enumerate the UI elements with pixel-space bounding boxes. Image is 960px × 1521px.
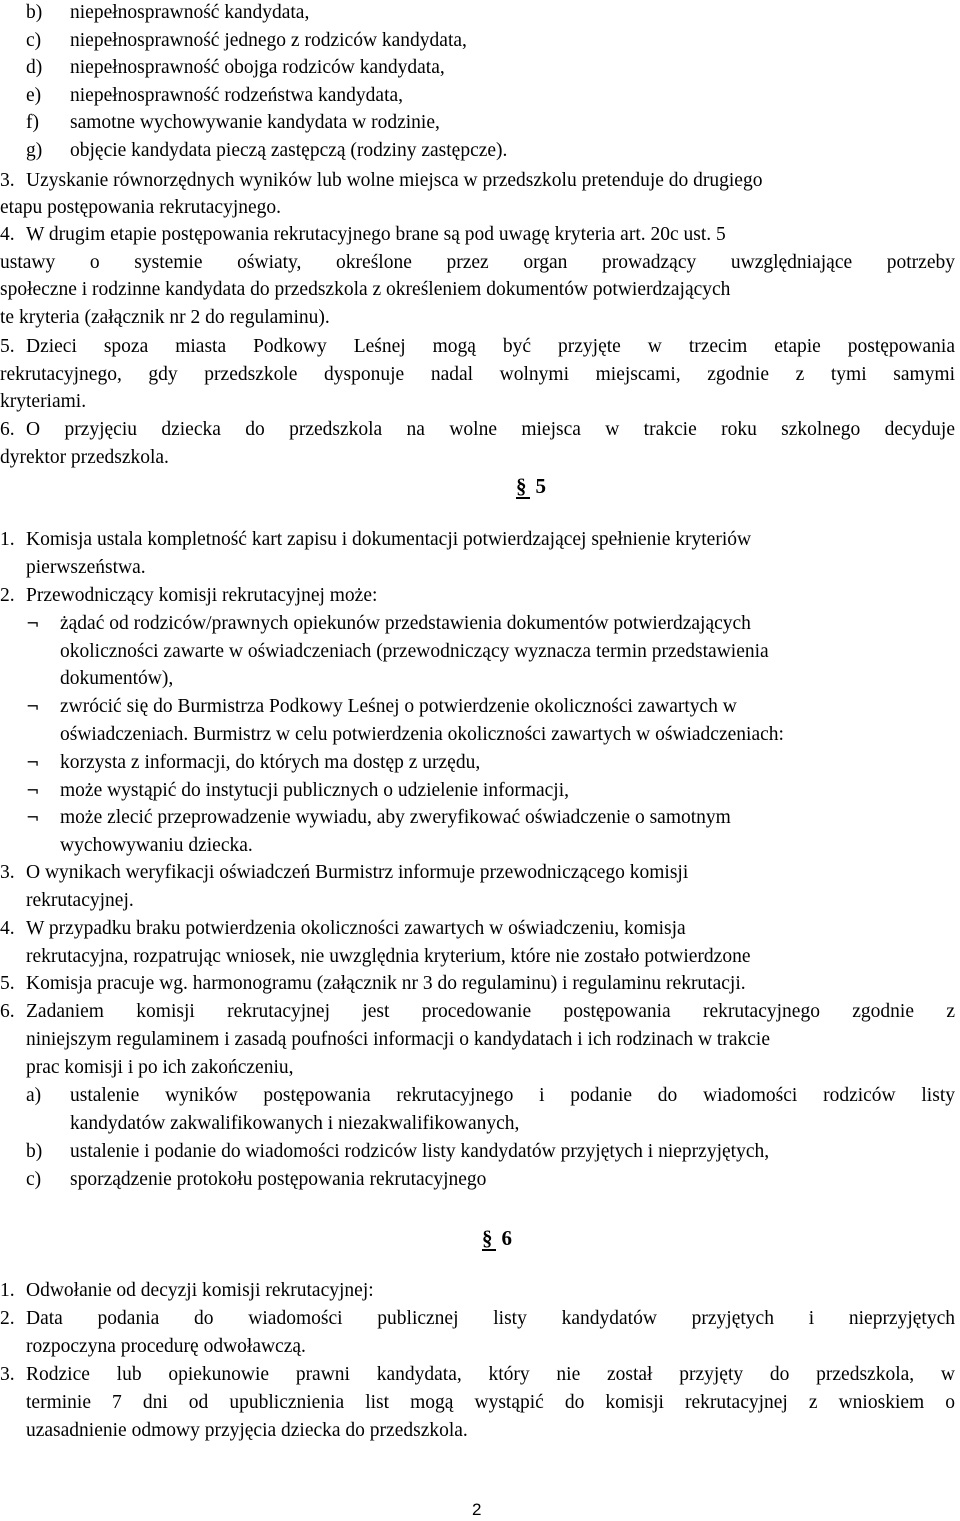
paragraph-text: pierwszeństwa. [26,557,146,578]
section-symbol: § [516,475,530,499]
paragraph-text: niniejszym regulaminem i zasadą poufności informacji o kandydatach i ich rodzinach w trakcie [26,1029,770,1050]
paragraph-text: te kryteria (załącznik nr 2 do regulaminu). [0,307,330,328]
paragraph-label: 5. [0,336,15,357]
page-number: 2 [472,1500,482,1519]
paragraph-text: Rodzice lub opiekunowie prawni kandydata, który nie został przyjęty do przedszkola, w [26,1364,955,1385]
list-label: b) [26,2,43,23]
section-number: 5 [535,474,546,498]
bullet-text: zwrócić się do Burmistrza Podkowy Leśnej o potwierdzenie okoliczności zawartych w [60,696,737,717]
paragraph-label: 1. [0,529,15,550]
bullet-text: oświadczeniach. Burmistrz w celu potwierdzenia okoliczności zawartych w oświadczeniach: [60,724,784,745]
paragraph-label: 3. [0,1364,15,1385]
paragraph-text: O przyjęciu dziecka do przedszkola na wolne miejsca w trakcie roku szkolnego decyduje [26,419,955,440]
bullet-text: żądać od rodziców/prawnych opiekunów przedstawienia dokumentów potwierdzających [60,613,751,634]
paragraph-label: 2. [0,585,15,606]
sub-label: c) [26,1169,42,1190]
paragraph-label: 6. [0,419,15,440]
list-text: objęcie kandydata pieczą zastępczą (rodziny zastępcze). [70,140,508,161]
paragraph-text: Dzieci spoza miasta Podkowy Leśnej mogą być przyjęte w trzecim etapie postępowania [26,336,955,357]
sub-text: sporządzenie protokołu postępowania rekrutacyjnego [70,1169,487,1190]
paragraph-text: Data podania do wiadomości publicznej listy kandydatów przyjętych i nieprzyjętych [26,1308,955,1329]
paragraph-text: kryteriami. [0,391,87,412]
list-text: niepełnosprawność rodzeństwa kandydata, [70,85,404,106]
bullet-marker: ¬ [26,781,40,800]
sub-label: b) [26,1141,43,1162]
list-text: samotne wychowywanie kandydata w rodzinie, [70,112,440,133]
paragraph-text: Zadaniem komisji rekrutacyjnej jest procedowanie postępowania rekrutacyjnego zgodnie z [26,1001,955,1022]
bullet-text: okoliczności zawarte w oświadczeniach (przewodniczący wyznacza termin przedstawienia [60,641,769,662]
bullet-marker: ¬ [26,614,40,633]
paragraph-label: 3. [0,170,15,191]
section-number: 6 [501,1226,512,1250]
bullet-text: dokumentów), [60,668,174,689]
paragraph-text: O wynikach weryfikacji oświadczeń Burmistrz informuje przewodniczącego komisji [26,862,689,883]
paragraph-label: 5. [0,973,15,994]
list-label: f) [26,112,39,133]
paragraph-text: społeczne i rodzinne kandydata do przedszkola z określeniem dokumentów potwierdzających [0,279,731,300]
bullet-text: wychowywaniu dziecka. [60,835,253,856]
sub-text: ustalenie i podanie do wiadomości rodziców listy kandydatów przyjętych i nieprzyjętych, [70,1141,770,1162]
section-heading-6 [482,1226,512,1251]
paragraph-text: dyrektor przedszkola. [0,447,169,468]
paragraph-text: terminie 7 dni od upublicznienia list mogą wystąpić do komisji rekrutacyjnej z wnioskiem o [26,1392,955,1413]
paragraph-text: Uzyskanie równorzędnych wyników lub wolne miejsca w przedszkolu pretenduje do drugiego [26,170,763,191]
paragraph-text: Przewodniczący komisji rekrutacyjnej może: [26,585,378,606]
bullet-text: może wystąpić do instytucji publicznych o udzielenie informacji, [60,780,570,801]
paragraph-text: uzasadnienie odmowy przyjęcia dziecka do przedszkola. [26,1420,468,1441]
paragraph-text: rekrutacyjnego, gdy przedszkole dysponuje nadal wolnymi miejscami, zgodnie z tymi samymi [0,364,955,385]
bullet-marker: ¬ [26,808,40,827]
paragraph-text: Komisja ustala kompletność kart zapisu i dokumentacji potwierdzającej spełnienie kryteriów [26,529,752,550]
paragraph-text: W drugim etapie postępowania rekrutacyjnego brane są pod uwagę kryteria art. 20c ust. 5 [26,224,726,245]
list-label: d) [26,57,43,78]
sub-text: kandydatów zakwalifikowanych i niezakwalifikowanych, [70,1113,520,1134]
paragraph-label: 2. [0,1308,15,1329]
section-heading-5 [516,474,546,499]
paragraph-text: Komisja pracuje wg. harmonogramu (załącznik nr 3 do regulaminu) i regulaminu rekrutacji. [26,973,746,994]
paragraph-label: 6. [0,1001,15,1022]
paragraph-text: rozpoczyna procedurę odwoławczą. [26,1336,306,1357]
list-label: g) [26,140,43,161]
sub-text: ustalenie wyników postępowania rekrutacyjnego i podanie do wiadomości rodziców listy [70,1085,955,1106]
paragraph-label: 4. [0,224,15,245]
paragraph-label: 4. [0,918,15,939]
paragraph-text: Odwołanie od decyzji komisji rekrutacyjnej: [26,1280,374,1301]
paragraph-text: rekrutacyjnej. [26,890,134,911]
paragraph-label: 1. [0,1280,15,1301]
list-text: niepełnosprawność kandydata, [70,2,310,23]
paragraph-label: 3. [0,862,15,883]
bullet-marker: ¬ [26,753,40,772]
bullet-marker: ¬ [26,697,40,716]
paragraph-text: W przypadku braku potwierdzenia okoliczności zawartych w oświadczeniu, komisja [26,918,686,939]
paragraph-text: ustawy o systemie oświaty, określone przez organ prowadzący uwzględniające potrzeby [0,252,955,273]
list-text: niepełnosprawność jednego z rodziców kandydata, [70,30,467,51]
list-text: niepełnosprawność obojga rodziców kandydata, [70,57,445,78]
section-symbol: § [482,1227,496,1251]
sub-label: a) [26,1085,42,1106]
bullet-text: może zlecić przeprowadzenie wywiadu, aby zweryfikować oświadczenie o samotnym [60,807,731,828]
list-label: c) [26,30,42,51]
paragraph-text: prac komisji i po ich zakończeniu, [26,1057,294,1078]
list-label: e) [26,85,42,106]
paragraph-text: etapu postępowania rekrutacyjnego. [0,197,282,218]
bullet-text: korzysta z informacji, do których ma dostęp z urzędu, [60,752,481,773]
paragraph-text: rekrutacyjna, rozpatrując wniosek, nie uwzględnia kryterium, które nie zostało potwierdzone [26,946,751,967]
